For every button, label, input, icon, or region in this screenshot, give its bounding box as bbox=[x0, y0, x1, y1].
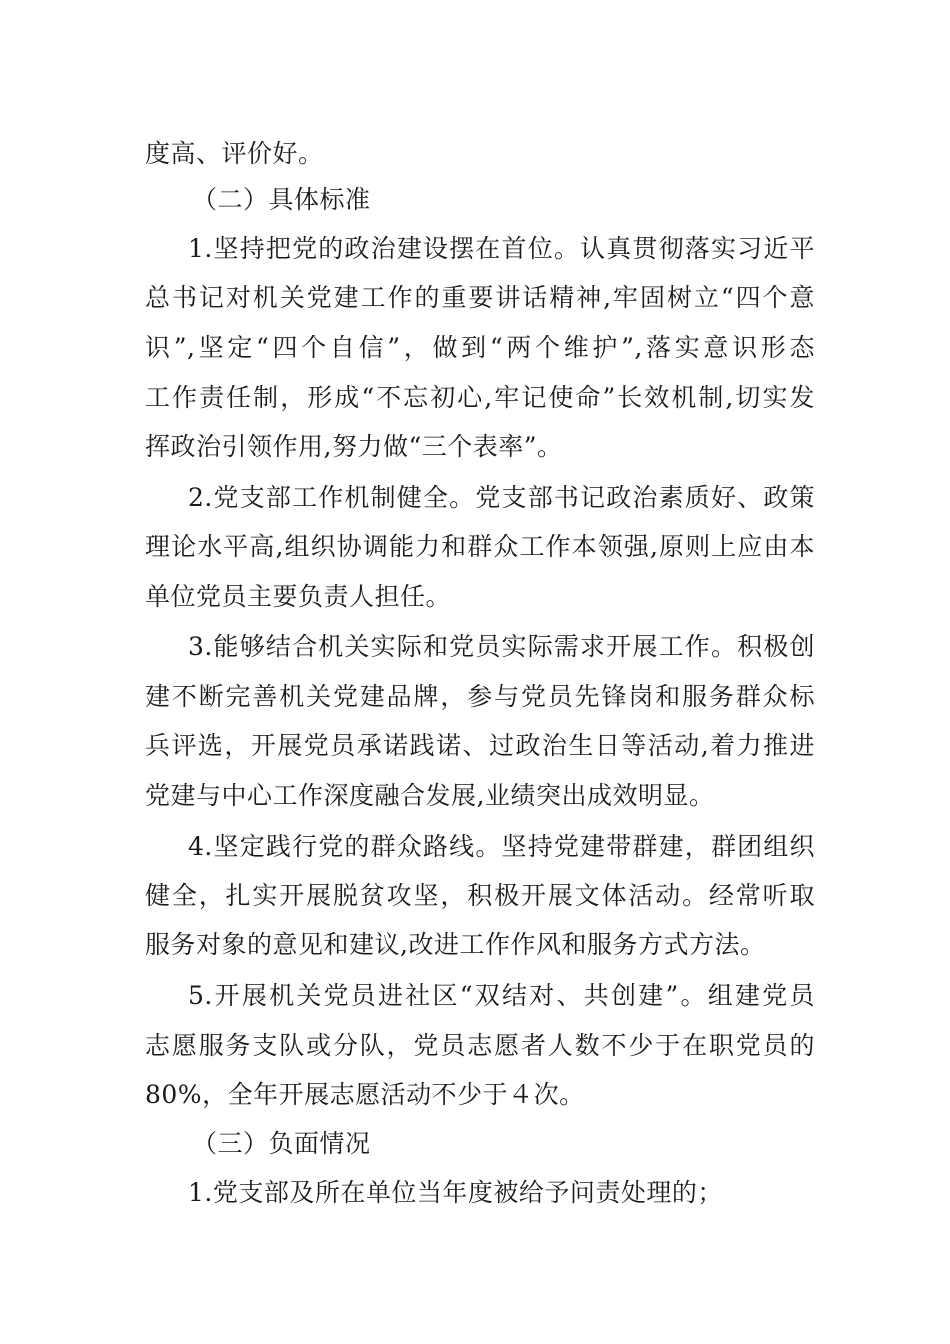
text-line-9: 理论水平高,组织协调能力和群众工作本领强,原则上应由本 bbox=[145, 532, 815, 561]
text-line-6: 工作责任制，形成“不忘初心,牢记使命”长效机制,切实发 bbox=[145, 383, 815, 412]
text-line-17: 服务对象的意见和建议,改进工作作风和服务方式方法。 bbox=[145, 930, 766, 959]
text-line-18: 5.开展机关党员进社区“双结对、共创建”。组建党员 bbox=[188, 981, 815, 1010]
text-line-12: 建不断完善机关党建品牌，参与党员先锋岗和服务群众标 bbox=[145, 682, 815, 711]
text-line-1: 度高、评价好。 bbox=[145, 139, 324, 168]
text-line-7: 挥政治引领作用,努力做“三个表率”。 bbox=[145, 432, 563, 461]
section-heading-3: （三）负面情况 bbox=[192, 1129, 371, 1158]
text-line-10: 单位党员主要负责人担任。 bbox=[145, 582, 452, 611]
text-line-20: 80%，全年开展志愿活动不少于４次。 bbox=[145, 1080, 585, 1109]
text-line-14: 党建与中心工作深度融合发展,业绩突出成效明显。 bbox=[145, 781, 715, 810]
text-line-3: 1.坚持把党的政治建设摆在首位。认真贯彻落实习近平 bbox=[188, 234, 815, 263]
section-heading-2: （二）具体标准 bbox=[192, 185, 371, 214]
text-line-4: 总书记对机关党建工作的重要讲话精神,牢固树立“四个意 bbox=[145, 283, 815, 312]
text-line-15: 4.坚定践行党的群众路线。坚持党建带群建，群团组织 bbox=[188, 832, 815, 861]
text-line-22: 1.党支部及所在单位当年度被给予问责处理的； bbox=[188, 1178, 723, 1207]
text-line-13: 兵评选，开展党员承诺践诺、过政治生日等活动,着力推进 bbox=[145, 731, 815, 760]
text-line-8: 2.党支部工作机制健全。党支部书记政治素质好、政策 bbox=[188, 483, 815, 512]
text-line-19: 志愿服务支队或分队，党员志愿者人数不少于在职党员的 bbox=[145, 1031, 815, 1060]
text-line-11: 3.能够结合机关实际和党员实际需求开展工作。积极创 bbox=[188, 632, 815, 661]
text-line-16: 健全，扎实开展脱贫攻坚，积极开展文体活动。经常听取 bbox=[145, 881, 815, 910]
text-line-5: 识”,坚定“四个自信”，做到“两个维护”,落实意识形态 bbox=[145, 333, 815, 362]
